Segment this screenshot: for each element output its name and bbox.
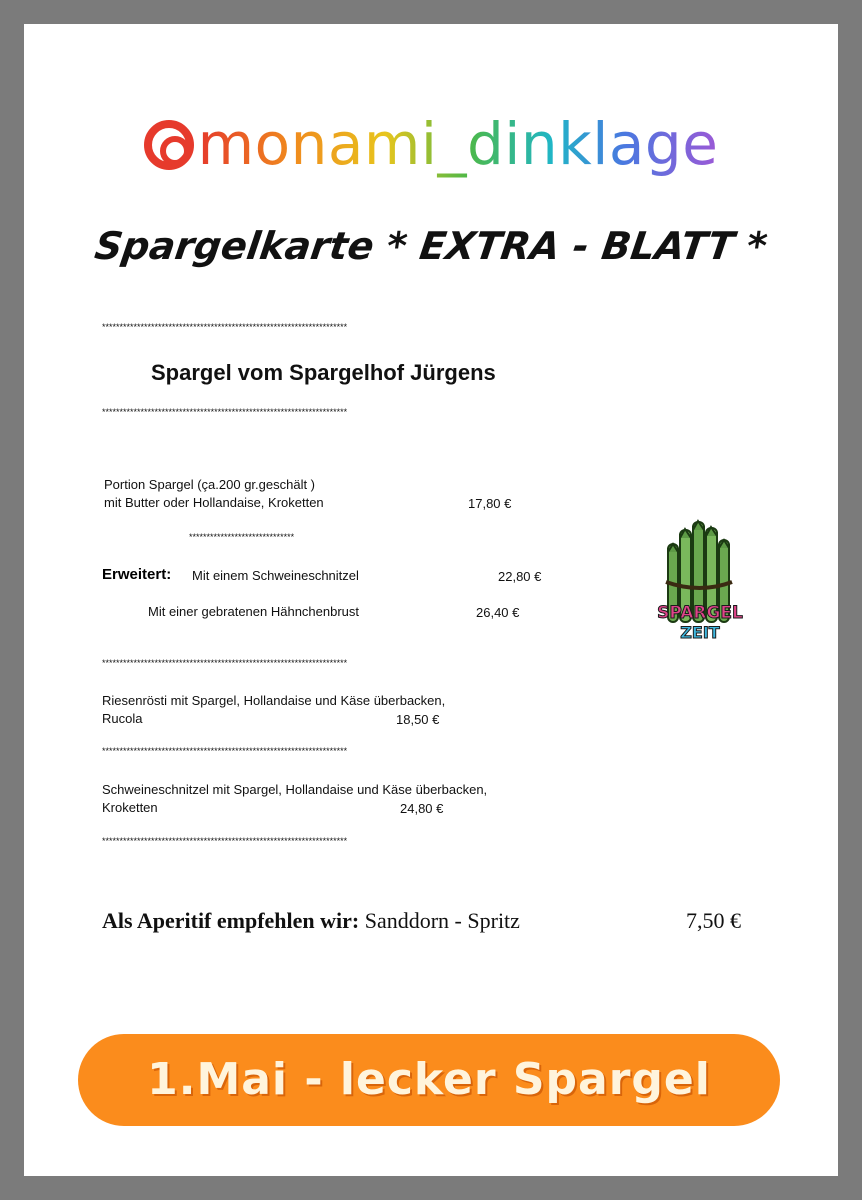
handle-text: monami_dinklage: [197, 110, 719, 178]
aperitif-line: [102, 908, 520, 934]
schnitzel-line1: Schweineschnitzel mit Spargel, Hollandaise und Käse überbacken,: [102, 782, 488, 797]
roesti-line1: Riesenrösti mit Spargel, Hollandaise und Käse überbacken,: [102, 693, 446, 708]
portion-price: 17,80 €: [468, 496, 512, 511]
divider-stars: **********************************************************************: [102, 407, 348, 417]
divider-stars: **********************************************************************: [102, 658, 348, 668]
aperitif-label: Als Aperitif empfehlen wir:: [102, 908, 360, 933]
page-title: Spargelkarte * EXTRA - BLATT *: [92, 224, 770, 268]
portion-line1: Portion Spargel (ça.200 gr.geschält ): [104, 477, 316, 492]
divider-stars-short: ******************************: [189, 532, 295, 542]
banner-text: 1.Mai - lecker Spargel: [147, 1054, 711, 1105]
schnitzel-price: 24,80 €: [400, 801, 444, 816]
illustration-line1: SPARGEL: [657, 603, 743, 623]
menu-sheet: [24, 24, 838, 1176]
divider-stars: **********************************************************************: [102, 322, 348, 332]
may-day-banner: [78, 1034, 780, 1126]
schnitzel-line2: Kroketten: [102, 800, 158, 815]
aperitif-drink: Sanddorn - Spritz: [364, 908, 520, 933]
erweitert-label: Erweitert:: [102, 566, 172, 583]
schnitzel-option-price: 22,80 €: [498, 569, 542, 584]
roesti-price: 18,50 €: [396, 712, 440, 727]
instagram-handle[interactable]: [24, 110, 838, 178]
divider-stars: **********************************************************************: [102, 746, 348, 756]
portion-line2: mit Butter oder Hollandaise, Kroketten: [104, 495, 324, 510]
spargel-zeit-illustration: [650, 514, 750, 654]
haehnchen-option: Mit einer gebratenen Hähnchenbrust: [148, 604, 360, 619]
divider-stars: **********************************************************************: [102, 836, 348, 846]
schnitzel-option: Mit einem Schweineschnitzel: [192, 568, 359, 583]
roesti-line2: Rucola: [102, 711, 143, 726]
section-heading: Spargel vom Spargelhof Jürgens: [151, 360, 496, 385]
aperitif-price: 7,50 €: [686, 908, 741, 933]
threads-icon: [144, 120, 194, 170]
illustration-line2: ZEIT: [680, 623, 720, 642]
haehnchen-option-price: 26,40 €: [476, 605, 520, 620]
